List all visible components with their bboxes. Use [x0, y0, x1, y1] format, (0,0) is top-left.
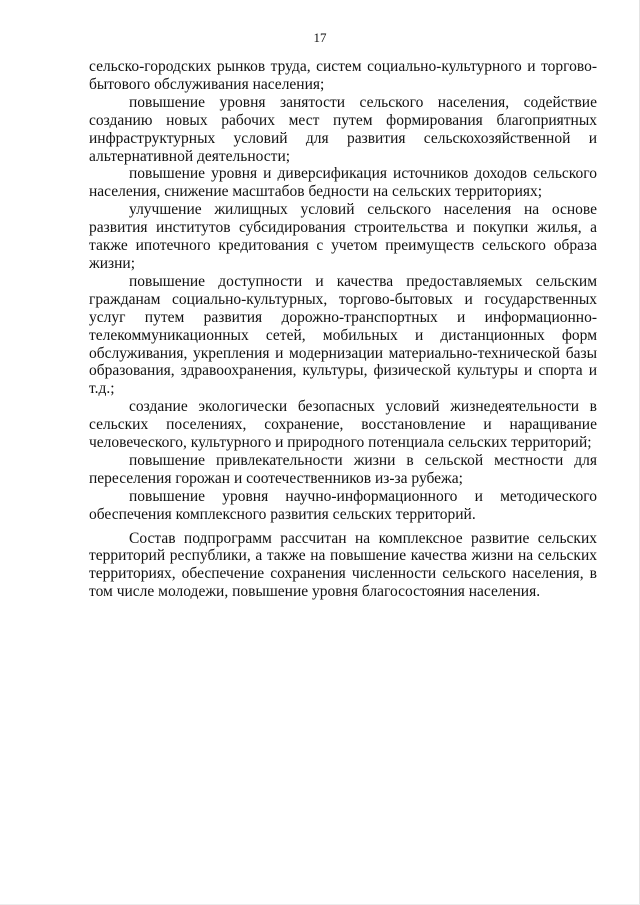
page-number: 17 [313, 30, 327, 45]
paragraph-services: повышение доступности и качества предоставляемых сельским гражданам социально-культурных, торгово-бытовых и государственных услуг путем развития дорожно-транспортных и информационно-телекоммуникационных сетей, мобильных и дистанционных форм обслуживания, укрепления и модернизации материально-технической базы образования, здравоохранения, культуры, физической культуры и спорта и т.д.; [89, 272, 597, 398]
paragraph-continuation: сельско-городских рынков труда, систем социально-культурного и торгово-бытового обслуживания населения; [89, 58, 597, 93]
paragraph-ecology: создание экологически безопасных условий жизнедеятельности в сельских поселениях, сохранение, восстановление и наращивание человеческого, культурного и природного потенциала сельских территорий; [89, 398, 597, 452]
paragraph-income: повышение уровня и диверсификация источников доходов сельского населения, снижение масштабов бедности на сельских территориях; [89, 165, 597, 201]
paragraph-scientific-support: повышение уровня научно-информационного и методического обеспечения комплексного развития сельских территорий. [89, 487, 597, 523]
paragraph-attractiveness: повышение привлекательности жизни в сельской местности для переселения горожан и соотечественников из-за рубежа; [89, 451, 597, 487]
paragraph-employment: повышение уровня занятости сельского населения, содействие созданию новых рабочих мест путем формирования благоприятных инфраструктурных условий для развития сельскохозяйственной и альтернативной деятельности; [89, 93, 597, 165]
paragraph-subprograms: Состав подпрограмм рассчитан на комплексное развитие сельских территорий республики, а также на повышение качества жизни на сельских территориях, обеспечение сохранения численности сельского населения, в том числе молодежи, повышение уровня благосостояния населения. [89, 529, 597, 601]
document-body [89, 58, 597, 601]
paragraph-housing: улучшение жилищных условий сельского населения на основе развития институтов субсидирования строительства и покупки жилья, а также ипотечного кредитования с учетом преимуществ сельского образа жизни; [89, 201, 597, 272]
